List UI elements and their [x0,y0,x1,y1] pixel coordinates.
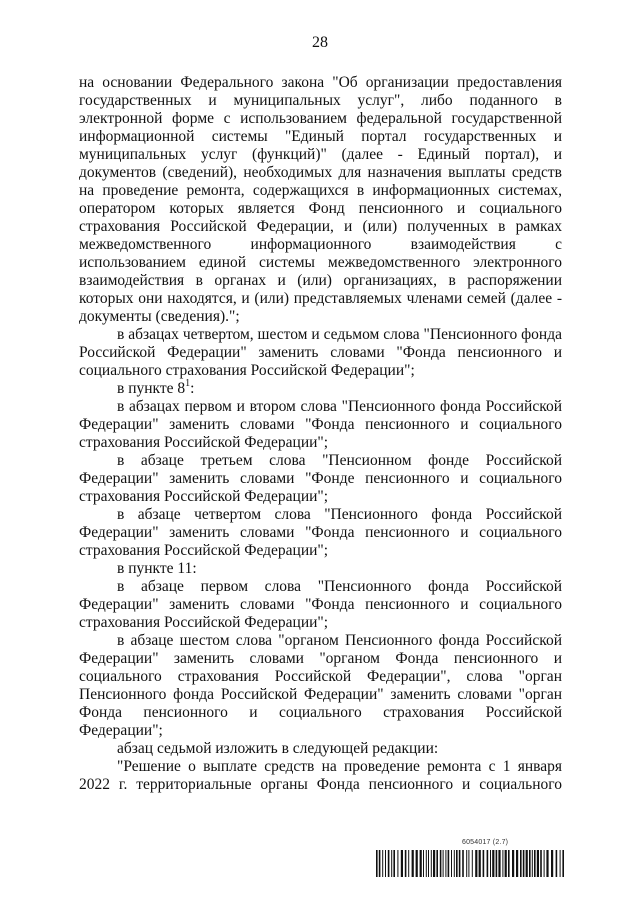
document-code: 6054017 (2.7) [462,839,509,846]
barcode-bar [388,850,390,877]
paragraph-5: в абзаце третьем слова "Пенсионном фонде Российской Федерации" заменить словами "Фонде пенсионного и социального страхования Российской Федерации"; [79,452,562,505]
barcode-bar [496,850,498,877]
paragraph-1: на основании Федерального закона "Об организации предоставления государственных и муниципальных услуг", либо поданного в электронной форме с использованием федеральной государственной информационной системы "Единый портал государственных и муниципальных услуг (функций)" (далее - Единый портал), и документов (сведений), необходимых для назначения выплаты средств на проведение ремонта, содержащихся в информационных системах, оператором которых является Фонд пенсионного и социального страхования Российской Федерации, и (или) полученных в рамках межведомственного информационного взаимодействия с использованием единой системы межведомственного электронного взаимодействия в органах и (или) организациях, в распоряжении которых они находятся, и (или) представляемых членами семей (далее - документы (сведения)."; [79,74,562,325]
barcode-bar [423,850,424,877]
barcode-bar [472,850,473,877]
barcode-bar [412,850,414,877]
barcode-bar [428,850,429,877]
barcode-bar [479,850,481,877]
barcode-bar [523,850,525,877]
barcode-bar [560,850,561,877]
barcode-bar [466,850,467,877]
barcode-bar [454,850,455,877]
barcode-bar [526,850,528,877]
paragraph-3-text: в пункте 8 [117,380,186,397]
paragraph-3 [79,377,562,398]
barcode-bar [462,850,464,877]
barcode-bar [512,850,514,877]
barcode-bar [405,850,407,877]
barcode-bar [391,850,392,877]
barcode-bar [433,850,435,877]
barcode-bar [436,850,438,877]
paragraph-3-suffix: : [190,380,195,397]
barcode-bar [379,850,381,877]
barcode-bar [376,850,378,877]
barcode-bar [520,850,522,877]
barcode-bar [385,850,386,877]
barcode-bar [562,850,564,877]
barcode-bar [490,850,491,877]
paragraph-10: абзац седьмой изложить в следующей редакции: [117,740,439,757]
barcode-bar [498,850,500,877]
barcode-bar [551,850,553,877]
barcode-bar [468,850,469,877]
barcode-bar [401,850,403,877]
paragraph-6: в абзаце четвертом слова "Пенсионного фонда Российской Федерации" заменить словами "Фонда пенсионного и социального страхования Российской Федерации"; [79,506,562,559]
barcode-bar [382,850,383,877]
paragraph-8: в абзаце первом слова "Пенсионного фонда Российской Федерации" заменить словами "Фонда пенсионного и социального страхования Российской Федерации"; [79,578,562,631]
barcode-bar [508,850,510,877]
barcode-bar [459,850,461,877]
barcode-bar [505,850,507,877]
paragraph-7: в пункте 11: [117,560,197,577]
barcode-bar [546,850,548,877]
barcode-bar [456,850,458,877]
barcode-bar [492,850,494,877]
barcode-bar [440,850,442,877]
barcode-bar [393,850,395,877]
page-number: 28 [312,34,328,51]
paragraph-4: в абзацах первом и втором слова "Пенсионного фонда Российской Федерации" заменить словами "Фонда пенсионного и социального страхования Российской Федерации"; [79,398,562,451]
paragraph-3-superscript: 1 [185,377,191,389]
barcode-bar [537,850,539,877]
barcode-bar [483,850,485,877]
barcode-bar [540,850,542,877]
barcode-bar [544,850,545,877]
barcode-bar [475,850,477,877]
barcode-bar [487,850,489,877]
barcode-bar [408,850,409,877]
barcode-bar [532,850,533,877]
barcode-bar [426,850,427,877]
paragraph-11: "Решение о выплате средств на проведение ремонта с 1 января 2022 г. территориальные органы Фонда пенсионного и социального [79,758,562,793]
barcode-bar [534,850,536,877]
paragraph-2: в абзацах четвертом, шестом и седьмом слова "Пенсионного фонда Российской Федерации" заменить словами "Фонда пенсионного и социального страхования Российской Федерации"; [79,326,562,379]
paragraph-9: в абзаце шестом слова "органом Пенсионного фонда Российской Федерации" заменить словами "органом Фонда пенсионного и социального страхования Российской Федерации", слова "орган Пенсионного фонда Российской Федерации" заменить словами "орган Фонда пенсионного и социального страхования Российской Федерации"; [79,632,562,739]
barcode-bar [556,850,558,877]
barcode-bar [445,850,446,877]
barcode-icon [376,850,566,877]
barcode-bar [529,850,531,877]
barcode-bar [420,850,422,877]
barcode-bar [397,850,398,877]
barcode-bar [516,850,518,877]
barcode-bar [448,850,450,877]
barcode-bar [502,850,503,877]
barcode-bar [443,850,444,877]
barcode-bar [431,850,432,877]
barcode-bar [451,850,452,877]
document-body [79,74,562,794]
barcode-bar [416,850,418,877]
